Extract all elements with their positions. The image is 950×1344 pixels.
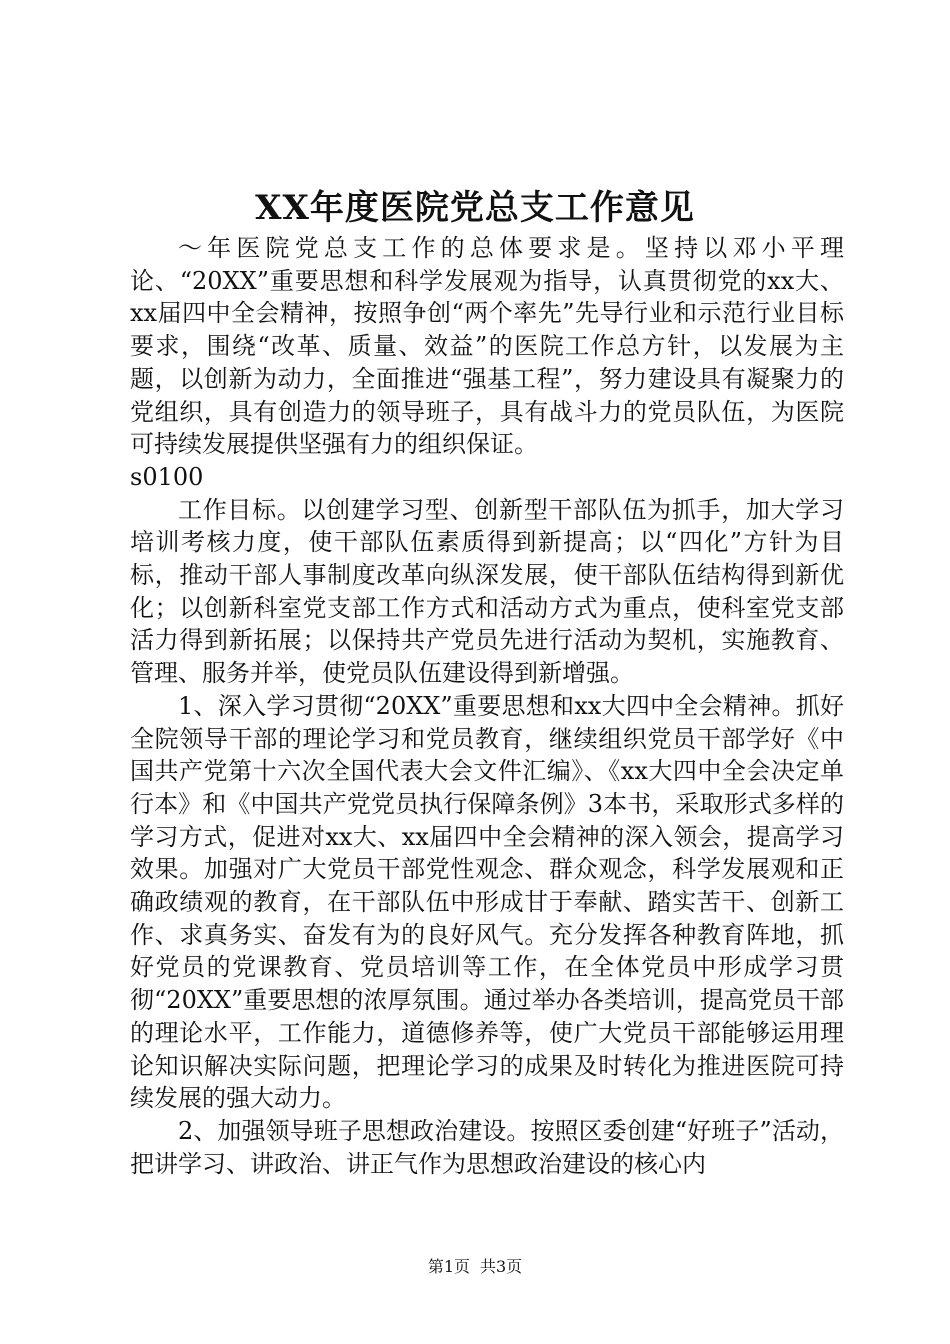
page-total: 共3页 xyxy=(480,1257,523,1276)
document-title: XX年度医院党总支工作意见 xyxy=(255,188,695,228)
paragraph-work-goals: 工作目标。以创建学习型、创新型干部队伍为抓手，加大学习培训考核力度，使干部队伍素质得到新提高；以“四化”方针为目标，推动干部人事制度改革向纵深发展，使干部队伍结构得到新优化；以创新科室党支部工作方式和活动方式为重点，使科室党支部活力得到新拓展；以保持共产党员先进行活动为契机，实施教育、管理、服务并举，使党员队伍建设得到新增强。 xyxy=(130,495,844,688)
paragraph-overall-requirements: ～年医院党总支工作的总体要求是。坚持以邓小平理论、“20XX”重要思想和科学发展观为指导，认真贯彻党的xx大、xx届四中全会精神，按照争创“两个率先”先导行业和示范行业目标要求，围绕“改革、质量、效益”的医院工作总方针，以发展为主题，以创新为动力，全面推进“强基工程”，努力建设具有凝聚力的党组织，具有创造力的领导班子，具有战斗力的党员队伍，为医院可持续发展提供坚强有力的组织保证。 xyxy=(130,234,844,459)
page-footer xyxy=(0,1256,950,1278)
paragraph-item-1: 1、深入学习贯彻“20XX”重要思想和xx大四中全会精神。抓好全院领导干部的理论学习和党员教育，继续组织党员干部学好《中国共产党第十六次全国代表大会文件汇编》、《xx大四中全会决定单行本》和《中国共产党党员执行保障条例》3本书，采取形式多样的学习方式，促进对xx大、xx届四中全会精神的深入领会，提高学习效果。加强对广大党员干部党性观念、群众观念，科学发展观和正确政绩观的教育，在干部队伍中形成甘于奉献、踏实苦干、创新工作、求真务实、奋发有为的良好风气。充分发挥各种教育阵地，抓好党员的党课教育、党员培训等工作，在全体党员中形成学习贯彻“20XX”重要思想的浓厚氛围。通过举办各类培训，提高党员干部的理论水平，工作能力，道德修养等，使广大党员干部能够运用理论知识解决实际问题，把理论学习的成果及时转化为推进医院可持续发展的强大动力。 xyxy=(130,691,844,1113)
page-number: 第1页 xyxy=(427,1257,470,1276)
document-body xyxy=(130,232,844,1180)
paragraph-item-2: 2、加强领导班子思想政治建设。按照区委创建“好班子”活动，把讲学习、讲政治、讲正气作为思想政治建设的核心内 xyxy=(130,1116,844,1178)
paragraph-code: s0100 xyxy=(130,462,204,491)
